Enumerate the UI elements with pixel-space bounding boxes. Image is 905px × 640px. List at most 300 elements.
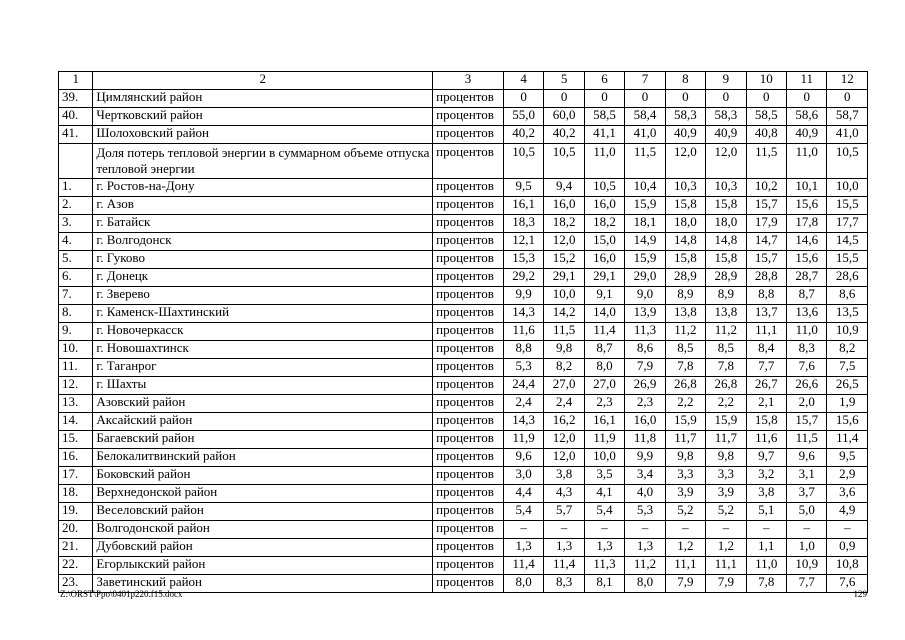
table-row bbox=[59, 449, 868, 467]
row-value: 13,6 bbox=[786, 305, 826, 323]
data-table bbox=[58, 71, 868, 593]
row-value: 40,8 bbox=[746, 126, 786, 144]
column-header: 1 bbox=[59, 72, 93, 90]
row-value: 60,0 bbox=[544, 108, 584, 126]
row-value: 3,3 bbox=[665, 467, 705, 485]
row-unit: процентов bbox=[433, 377, 504, 395]
row-value: 16,1 bbox=[503, 197, 543, 215]
row-value: 9,4 bbox=[544, 179, 584, 197]
row-value: 12,0 bbox=[544, 233, 584, 251]
row-value: 5,4 bbox=[503, 503, 543, 521]
table-row bbox=[59, 413, 868, 431]
row-value: 0,9 bbox=[827, 539, 868, 557]
row-value: – bbox=[827, 521, 868, 539]
row-value: 26,9 bbox=[625, 377, 665, 395]
row-value: 10,8 bbox=[827, 557, 868, 575]
row-value: 5,0 bbox=[786, 503, 826, 521]
row-value: 9,7 bbox=[746, 449, 786, 467]
row-value: 11,0 bbox=[746, 557, 786, 575]
row-value: 15,6 bbox=[786, 251, 826, 269]
table-row bbox=[59, 269, 868, 287]
table-row bbox=[59, 323, 868, 341]
row-unit: процентов bbox=[433, 467, 504, 485]
row-value: 41,1 bbox=[584, 126, 624, 144]
table-row bbox=[59, 144, 868, 179]
row-value: 0 bbox=[786, 90, 826, 108]
row-unit: процентов bbox=[433, 557, 504, 575]
row-unit: процентов bbox=[433, 503, 504, 521]
row-value: 40,9 bbox=[786, 126, 826, 144]
row-value: 1,2 bbox=[706, 539, 746, 557]
row-value: 3,2 bbox=[746, 467, 786, 485]
row-name: г. Новошахтинск bbox=[93, 341, 433, 359]
row-value: 10,3 bbox=[665, 179, 705, 197]
row-number: 6. bbox=[59, 269, 93, 287]
row-value: 10,0 bbox=[584, 449, 624, 467]
row-number: 14. bbox=[59, 413, 93, 431]
row-number: 41. bbox=[59, 126, 93, 144]
row-name: Егорлыкский район bbox=[93, 557, 433, 575]
row-value: 11,1 bbox=[706, 557, 746, 575]
row-value: 3,0 bbox=[503, 467, 543, 485]
row-name: Белокалитвинский район bbox=[93, 449, 433, 467]
row-value: 26,5 bbox=[827, 377, 868, 395]
column-header: 10 bbox=[746, 72, 786, 90]
row-value: 14,3 bbox=[503, 305, 543, 323]
table-row bbox=[59, 431, 868, 449]
row-value: 9,8 bbox=[665, 449, 705, 467]
row-value: 15,7 bbox=[746, 197, 786, 215]
row-value: 8,1 bbox=[584, 575, 624, 593]
row-value: 8,8 bbox=[503, 341, 543, 359]
row-unit: процентов bbox=[433, 341, 504, 359]
row-value: 28,9 bbox=[665, 269, 705, 287]
row-value: 11,6 bbox=[503, 323, 543, 341]
row-unit: процентов bbox=[433, 395, 504, 413]
column-header: 4 bbox=[503, 72, 543, 90]
table-row bbox=[59, 485, 868, 503]
row-value: 11,4 bbox=[544, 557, 584, 575]
row-value: 11,3 bbox=[625, 323, 665, 341]
row-value: 16,0 bbox=[584, 197, 624, 215]
row-value: 14,6 bbox=[786, 233, 826, 251]
row-value: 58,5 bbox=[584, 108, 624, 126]
row-value: 1,3 bbox=[503, 539, 543, 557]
row-value: 12,0 bbox=[544, 449, 584, 467]
row-unit: процентов bbox=[433, 215, 504, 233]
row-number: 10. bbox=[59, 341, 93, 359]
row-value: 28,9 bbox=[706, 269, 746, 287]
row-value: 13,5 bbox=[827, 305, 868, 323]
row-value: 41,0 bbox=[625, 126, 665, 144]
row-value: 3,8 bbox=[746, 485, 786, 503]
row-value: 17,7 bbox=[827, 215, 868, 233]
row-value: 8,5 bbox=[706, 341, 746, 359]
row-value: 0 bbox=[544, 90, 584, 108]
row-number: 16. bbox=[59, 449, 93, 467]
row-value: 18,1 bbox=[625, 215, 665, 233]
row-value: 15,5 bbox=[827, 197, 868, 215]
table-row bbox=[59, 467, 868, 485]
row-number: 3. bbox=[59, 215, 93, 233]
row-name: Боковский район bbox=[93, 467, 433, 485]
row-value: 9,9 bbox=[625, 449, 665, 467]
row-name: Веселовский район bbox=[93, 503, 433, 521]
row-value: 5,2 bbox=[706, 503, 746, 521]
row-value: 15,7 bbox=[746, 251, 786, 269]
row-value: 16,2 bbox=[544, 413, 584, 431]
table-row bbox=[59, 126, 868, 144]
row-value: – bbox=[706, 521, 746, 539]
row-name: г. Азов bbox=[93, 197, 433, 215]
row-value: 1,3 bbox=[584, 539, 624, 557]
row-value: 1,1 bbox=[746, 539, 786, 557]
row-value: 15,8 bbox=[746, 413, 786, 431]
row-value: 7,6 bbox=[827, 575, 868, 593]
row-value: 12,0 bbox=[706, 144, 746, 179]
row-value: 11,4 bbox=[503, 557, 543, 575]
row-value: 2,4 bbox=[503, 395, 543, 413]
row-value: 1,2 bbox=[665, 539, 705, 557]
table-row bbox=[59, 90, 868, 108]
column-header: 9 bbox=[706, 72, 746, 90]
row-name: г. Таганрог bbox=[93, 359, 433, 377]
row-value: 11,0 bbox=[786, 144, 826, 179]
row-value: 11,3 bbox=[584, 557, 624, 575]
row-name: г. Каменск-Шахтинский bbox=[93, 305, 433, 323]
row-value: 8,2 bbox=[827, 341, 868, 359]
row-value: 11,2 bbox=[706, 323, 746, 341]
row-value: 7,5 bbox=[827, 359, 868, 377]
row-value: 5,4 bbox=[584, 503, 624, 521]
row-value: – bbox=[786, 521, 826, 539]
row-value: 14,2 bbox=[544, 305, 584, 323]
row-unit: процентов bbox=[433, 251, 504, 269]
row-value: 58,5 bbox=[746, 108, 786, 126]
row-value: 10,0 bbox=[544, 287, 584, 305]
row-number: 15. bbox=[59, 431, 93, 449]
row-value: 11,7 bbox=[665, 431, 705, 449]
row-value: 11,5 bbox=[625, 144, 665, 179]
row-value: 8,8 bbox=[746, 287, 786, 305]
row-number: 12. bbox=[59, 377, 93, 395]
row-number: 40. bbox=[59, 108, 93, 126]
row-value: 17,9 bbox=[746, 215, 786, 233]
row-value: 13,8 bbox=[665, 305, 705, 323]
column-header: 7 bbox=[625, 72, 665, 90]
row-value: 3,1 bbox=[786, 467, 826, 485]
row-value: 11,5 bbox=[746, 144, 786, 179]
row-value: 58,3 bbox=[706, 108, 746, 126]
row-unit: процентов bbox=[433, 90, 504, 108]
column-header: 3 bbox=[433, 72, 504, 90]
table-row bbox=[59, 557, 868, 575]
row-name: Верхнедонской район bbox=[93, 485, 433, 503]
row-number: 17. bbox=[59, 467, 93, 485]
row-value: 7,9 bbox=[665, 575, 705, 593]
row-value: 11,2 bbox=[665, 323, 705, 341]
row-value: 11,9 bbox=[503, 431, 543, 449]
row-value: 9,0 bbox=[625, 287, 665, 305]
row-value: 8,3 bbox=[544, 575, 584, 593]
row-value: 58,4 bbox=[625, 108, 665, 126]
row-value: 9,6 bbox=[786, 449, 826, 467]
row-name: г. Гуково bbox=[93, 251, 433, 269]
row-name: Доля потерь тепловой энергии в суммарном объеме отпуска тепловой энергии bbox=[93, 144, 433, 179]
row-value: 12,1 bbox=[503, 233, 543, 251]
row-value: 15,9 bbox=[706, 413, 746, 431]
row-value: 7,7 bbox=[746, 359, 786, 377]
row-value: 3,4 bbox=[625, 467, 665, 485]
table-row bbox=[59, 341, 868, 359]
row-value: 5,2 bbox=[665, 503, 705, 521]
row-value: 10,9 bbox=[786, 557, 826, 575]
row-name: Волгодонской район bbox=[93, 521, 433, 539]
row-value: 10,2 bbox=[746, 179, 786, 197]
column-header: 12 bbox=[827, 72, 868, 90]
row-value: 11,5 bbox=[544, 323, 584, 341]
row-value: 0 bbox=[625, 90, 665, 108]
row-number: 5. bbox=[59, 251, 93, 269]
row-value: 5,1 bbox=[746, 503, 786, 521]
row-name: г. Волгодонск bbox=[93, 233, 433, 251]
row-value: 4,1 bbox=[584, 485, 624, 503]
row-value: 2,3 bbox=[584, 395, 624, 413]
row-value: 8,4 bbox=[746, 341, 786, 359]
row-value: 11,7 bbox=[706, 431, 746, 449]
row-value: 4,3 bbox=[544, 485, 584, 503]
row-value: 26,8 bbox=[665, 377, 705, 395]
row-value: 9,8 bbox=[706, 449, 746, 467]
row-value: 15,5 bbox=[827, 251, 868, 269]
row-value: 55,0 bbox=[503, 108, 543, 126]
table-row bbox=[59, 233, 868, 251]
row-value: 0 bbox=[827, 90, 868, 108]
row-value: 17,8 bbox=[786, 215, 826, 233]
row-unit: процентов bbox=[433, 197, 504, 215]
row-value: 0 bbox=[746, 90, 786, 108]
row-value: 9,5 bbox=[503, 179, 543, 197]
row-value: 11,1 bbox=[665, 557, 705, 575]
row-value: 14,9 bbox=[625, 233, 665, 251]
row-name: Цимлянский район bbox=[93, 90, 433, 108]
row-value: 5,3 bbox=[625, 503, 665, 521]
row-value: 7,9 bbox=[706, 575, 746, 593]
row-value: 15,7 bbox=[786, 413, 826, 431]
row-value: 7,8 bbox=[746, 575, 786, 593]
row-value: 7,8 bbox=[665, 359, 705, 377]
row-value: 8,6 bbox=[625, 341, 665, 359]
row-value: 11,6 bbox=[746, 431, 786, 449]
row-value: 13,8 bbox=[706, 305, 746, 323]
row-value: 40,2 bbox=[503, 126, 543, 144]
row-value: 5,7 bbox=[544, 503, 584, 521]
row-unit: процентов bbox=[433, 144, 504, 179]
row-number: 22. bbox=[59, 557, 93, 575]
row-unit: процентов bbox=[433, 539, 504, 557]
row-value: 11,5 bbox=[786, 431, 826, 449]
row-name: Заветинский район bbox=[93, 575, 433, 593]
row-value: 3,8 bbox=[544, 467, 584, 485]
row-value: 28,8 bbox=[746, 269, 786, 287]
row-value: 7,6 bbox=[786, 359, 826, 377]
row-value: 8,0 bbox=[584, 359, 624, 377]
row-value: 0 bbox=[665, 90, 705, 108]
row-value: 10,4 bbox=[625, 179, 665, 197]
row-number: 13. bbox=[59, 395, 93, 413]
row-value: 3,7 bbox=[786, 485, 826, 503]
row-value: – bbox=[625, 521, 665, 539]
row-value: 8,9 bbox=[665, 287, 705, 305]
row-name: Аксайский район bbox=[93, 413, 433, 431]
row-value: 7,9 bbox=[625, 359, 665, 377]
row-value: 14,3 bbox=[503, 413, 543, 431]
row-value: 9,5 bbox=[827, 449, 868, 467]
row-value: 28,6 bbox=[827, 269, 868, 287]
row-name: г. Зверево bbox=[93, 287, 433, 305]
row-value: 4,0 bbox=[625, 485, 665, 503]
row-name: г. Донецк bbox=[93, 269, 433, 287]
row-value: 2,0 bbox=[786, 395, 826, 413]
table-row bbox=[59, 377, 868, 395]
table-row bbox=[59, 251, 868, 269]
row-number: 19. bbox=[59, 503, 93, 521]
row-value: 14,5 bbox=[827, 233, 868, 251]
row-value: 15,8 bbox=[665, 197, 705, 215]
row-value: 27,0 bbox=[584, 377, 624, 395]
row-value: 1,3 bbox=[625, 539, 665, 557]
row-value: 27,0 bbox=[544, 377, 584, 395]
row-value: 10,1 bbox=[786, 179, 826, 197]
row-unit: процентов bbox=[433, 108, 504, 126]
row-value: 26,8 bbox=[706, 377, 746, 395]
row-value: 1,9 bbox=[827, 395, 868, 413]
row-value: 29,0 bbox=[625, 269, 665, 287]
row-value: 18,0 bbox=[706, 215, 746, 233]
row-number: 4. bbox=[59, 233, 93, 251]
row-value: – bbox=[503, 521, 543, 539]
row-value: 11,1 bbox=[746, 323, 786, 341]
row-unit: процентов bbox=[433, 413, 504, 431]
row-value: 8,0 bbox=[503, 575, 543, 593]
table-row bbox=[59, 359, 868, 377]
row-unit: процентов bbox=[433, 126, 504, 144]
row-value: 11,4 bbox=[584, 323, 624, 341]
row-value: 15,6 bbox=[786, 197, 826, 215]
row-value: 3,9 bbox=[706, 485, 746, 503]
row-value: 40,9 bbox=[665, 126, 705, 144]
column-header: 5 bbox=[544, 72, 584, 90]
row-value: 11,0 bbox=[584, 144, 624, 179]
row-number: 8. bbox=[59, 305, 93, 323]
row-value: 15,2 bbox=[544, 251, 584, 269]
row-value: 18,2 bbox=[544, 215, 584, 233]
row-value: 18,0 bbox=[665, 215, 705, 233]
row-value: 26,6 bbox=[786, 377, 826, 395]
row-value: 9,9 bbox=[503, 287, 543, 305]
row-value: 15,3 bbox=[503, 251, 543, 269]
row-value: 13,9 bbox=[625, 305, 665, 323]
row-value: 2,3 bbox=[625, 395, 665, 413]
row-value: 40,9 bbox=[706, 126, 746, 144]
row-unit: процентов bbox=[433, 485, 504, 503]
row-value: 14,8 bbox=[665, 233, 705, 251]
row-number: 1. bbox=[59, 179, 93, 197]
row-unit: процентов bbox=[433, 269, 504, 287]
row-name: г. Батайск bbox=[93, 215, 433, 233]
row-number: 7. bbox=[59, 287, 93, 305]
row-unit: процентов bbox=[433, 449, 504, 467]
row-value: 8,7 bbox=[786, 287, 826, 305]
row-value: 18,2 bbox=[584, 215, 624, 233]
row-value: 3,3 bbox=[706, 467, 746, 485]
row-name: Дубовский район bbox=[93, 539, 433, 557]
row-value: 13,7 bbox=[746, 305, 786, 323]
row-unit: процентов bbox=[433, 521, 504, 539]
row-value: 16,0 bbox=[544, 197, 584, 215]
row-value: 15,0 bbox=[584, 233, 624, 251]
row-value: 2,1 bbox=[746, 395, 786, 413]
table-row bbox=[59, 108, 868, 126]
row-value: 58,6 bbox=[786, 108, 826, 126]
row-value: 15,8 bbox=[706, 197, 746, 215]
row-value: 16,0 bbox=[625, 413, 665, 431]
row-value: 8,5 bbox=[665, 341, 705, 359]
row-name: Багаевский район bbox=[93, 431, 433, 449]
row-value: 10,0 bbox=[827, 179, 868, 197]
row-number: 18. bbox=[59, 485, 93, 503]
row-unit: процентов bbox=[433, 323, 504, 341]
row-value: – bbox=[584, 521, 624, 539]
row-unit: процентов bbox=[433, 431, 504, 449]
row-value: – bbox=[544, 521, 584, 539]
row-name: г. Новочеркасск bbox=[93, 323, 433, 341]
row-value: 10,9 bbox=[827, 323, 868, 341]
table-row bbox=[59, 179, 868, 197]
row-value: 16,1 bbox=[584, 413, 624, 431]
row-value: 15,9 bbox=[625, 251, 665, 269]
row-value: 29,2 bbox=[503, 269, 543, 287]
row-value: 4,9 bbox=[827, 503, 868, 521]
row-value: 40,2 bbox=[544, 126, 584, 144]
footer-file-path: Z:\ORST\Ppo\0401p220.f15.docx bbox=[60, 589, 183, 599]
row-number bbox=[59, 144, 93, 179]
table-row bbox=[59, 395, 868, 413]
table-row bbox=[59, 197, 868, 215]
row-unit: процентов bbox=[433, 575, 504, 593]
row-value: 58,3 bbox=[665, 108, 705, 126]
row-value: 10,5 bbox=[827, 144, 868, 179]
row-number: 11. bbox=[59, 359, 93, 377]
row-value: 1,0 bbox=[786, 539, 826, 557]
row-value: 7,7 bbox=[786, 575, 826, 593]
row-value: 15,8 bbox=[665, 251, 705, 269]
row-number: 20. bbox=[59, 521, 93, 539]
row-value: 2,2 bbox=[706, 395, 746, 413]
row-name: Шолоховский район bbox=[93, 126, 433, 144]
table-row bbox=[59, 539, 868, 557]
row-value: 2,2 bbox=[665, 395, 705, 413]
row-value: 11,4 bbox=[827, 431, 868, 449]
row-value: – bbox=[665, 521, 705, 539]
row-value: 9,8 bbox=[544, 341, 584, 359]
row-value: 8,0 bbox=[625, 575, 665, 593]
row-value: 26,7 bbox=[746, 377, 786, 395]
row-value: 3,9 bbox=[665, 485, 705, 503]
row-value: 15,8 bbox=[706, 251, 746, 269]
row-number: 9. bbox=[59, 323, 93, 341]
table-row bbox=[59, 287, 868, 305]
